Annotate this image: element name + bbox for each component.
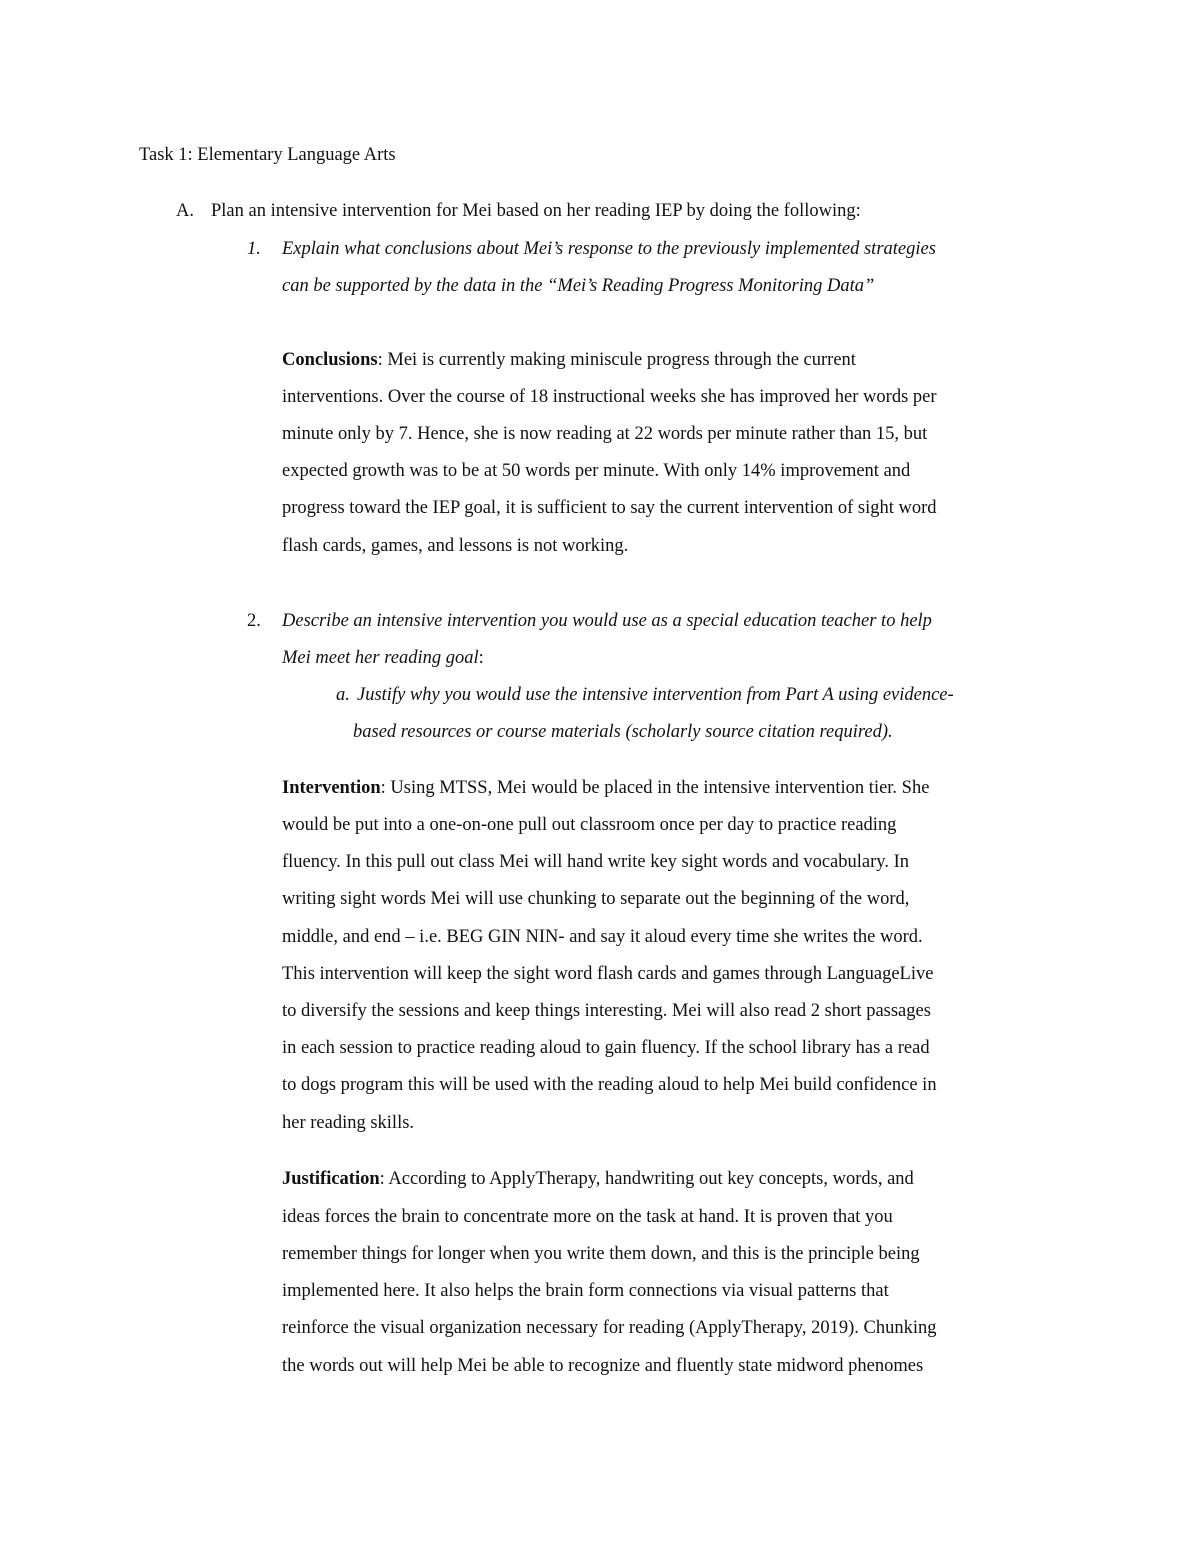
conclusions-paragraph-first-line xyxy=(282,348,856,372)
conclusions-line: expected growth was to be at 50 words per minute. With only 14% improvement and xyxy=(282,461,911,481)
conclusions-line: minute only by 7. Hence, she is now reading at 22 words per minute rather than 15, but xyxy=(282,424,928,444)
conclusions-line: progress toward the IEP goal, it is sufficient to say the current intervention of sight word xyxy=(282,498,937,518)
question-1-marker: 1. xyxy=(247,239,261,259)
intervention-line: fluency. In this pull out class Mei will hand write key sight words and vocabulary. In xyxy=(282,852,909,872)
justification-text: : According to ApplyTherapy, handwriting out key concepts, words, and xyxy=(379,1169,914,1189)
justification-label: Justification xyxy=(282,1169,380,1189)
question-1-line: Explain what conclusions about Mei’s response to the previously implemented strategies xyxy=(282,239,936,259)
question-2-line-wrapper xyxy=(282,646,484,670)
justification-paragraph-first-line xyxy=(282,1167,914,1191)
intervention-label: Intervention xyxy=(282,778,381,798)
intervention-text: : Using MTSS, Mei would be placed in the intensive intervention tier. She xyxy=(380,778,930,798)
conclusions-text: : Mei is currently making miniscule progress through the current xyxy=(377,350,856,370)
justification-line: reinforce the visual organization necessary for reading (ApplyTherapy, 2019). Chunking xyxy=(282,1318,937,1338)
conclusions-line: flash cards, games, and lessons is not working. xyxy=(282,536,629,556)
intervention-line: to diversify the sessions and keep things interesting. Mei will also read 2 short passages xyxy=(282,1001,931,1021)
item-a-text: Plan an intensive intervention for Mei based on her reading IEP by doing the following: xyxy=(211,201,861,221)
question-2-colon: : xyxy=(478,648,484,668)
justification-line: ideas forces the brain to concentrate more on the task at hand. It is proven that you xyxy=(282,1207,893,1227)
question-2-line: Describe an intensive intervention you would use as a special education teacher to help xyxy=(282,611,932,631)
question-2-line: Mei meet her reading goal xyxy=(282,648,479,668)
conclusions-line: interventions. Over the course of 18 instructional weeks she has improved her words per xyxy=(282,387,937,407)
question-1-line: can be supported by the data in the “Mei’s Reading Progress Monitoring Data” xyxy=(282,276,875,296)
justification-line: the words out will help Mei be able to recognize and fluently state midword phenomes xyxy=(282,1356,924,1376)
justification-line: implemented here. It also helps the brain form connections via visual patterns that xyxy=(282,1281,889,1301)
intervention-line: to dogs program this will be used with the reading aloud to help Mei build confidence in xyxy=(282,1075,937,1095)
justification-line: remember things for longer when you write them down, and this is the principle being xyxy=(282,1244,920,1264)
question-2-marker: 2. xyxy=(247,611,261,631)
subquestion-a-line: Justify why you would use the intensive intervention from Part A using evidence- xyxy=(357,685,954,705)
intervention-line: writing sight words Mei will use chunking to separate out the beginning of the word, xyxy=(282,889,910,909)
intervention-line: middle, and end – i.e. BEG GIN NIN- and say it aloud every time she writes the word. xyxy=(282,927,923,947)
document-title: Task 1: Elementary Language Arts xyxy=(139,145,396,165)
intervention-line: would be put into a one-on-one pull out classroom once per day to practice reading xyxy=(282,815,897,835)
item-a-marker: A. xyxy=(176,201,194,221)
intervention-line: her reading skills. xyxy=(282,1113,415,1133)
intervention-line: This intervention will keep the sight word flash cards and games through LanguageLive xyxy=(282,964,934,984)
intervention-line: in each session to practice reading aloud to gain fluency. If the school library has a read xyxy=(282,1038,930,1058)
intervention-paragraph-first-line xyxy=(282,776,929,800)
subquestion-a-line: based resources or course materials (scholarly source citation required). xyxy=(353,722,893,742)
conclusions-label: Conclusions xyxy=(282,350,378,370)
subquestion-a-marker: a. xyxy=(336,685,350,705)
